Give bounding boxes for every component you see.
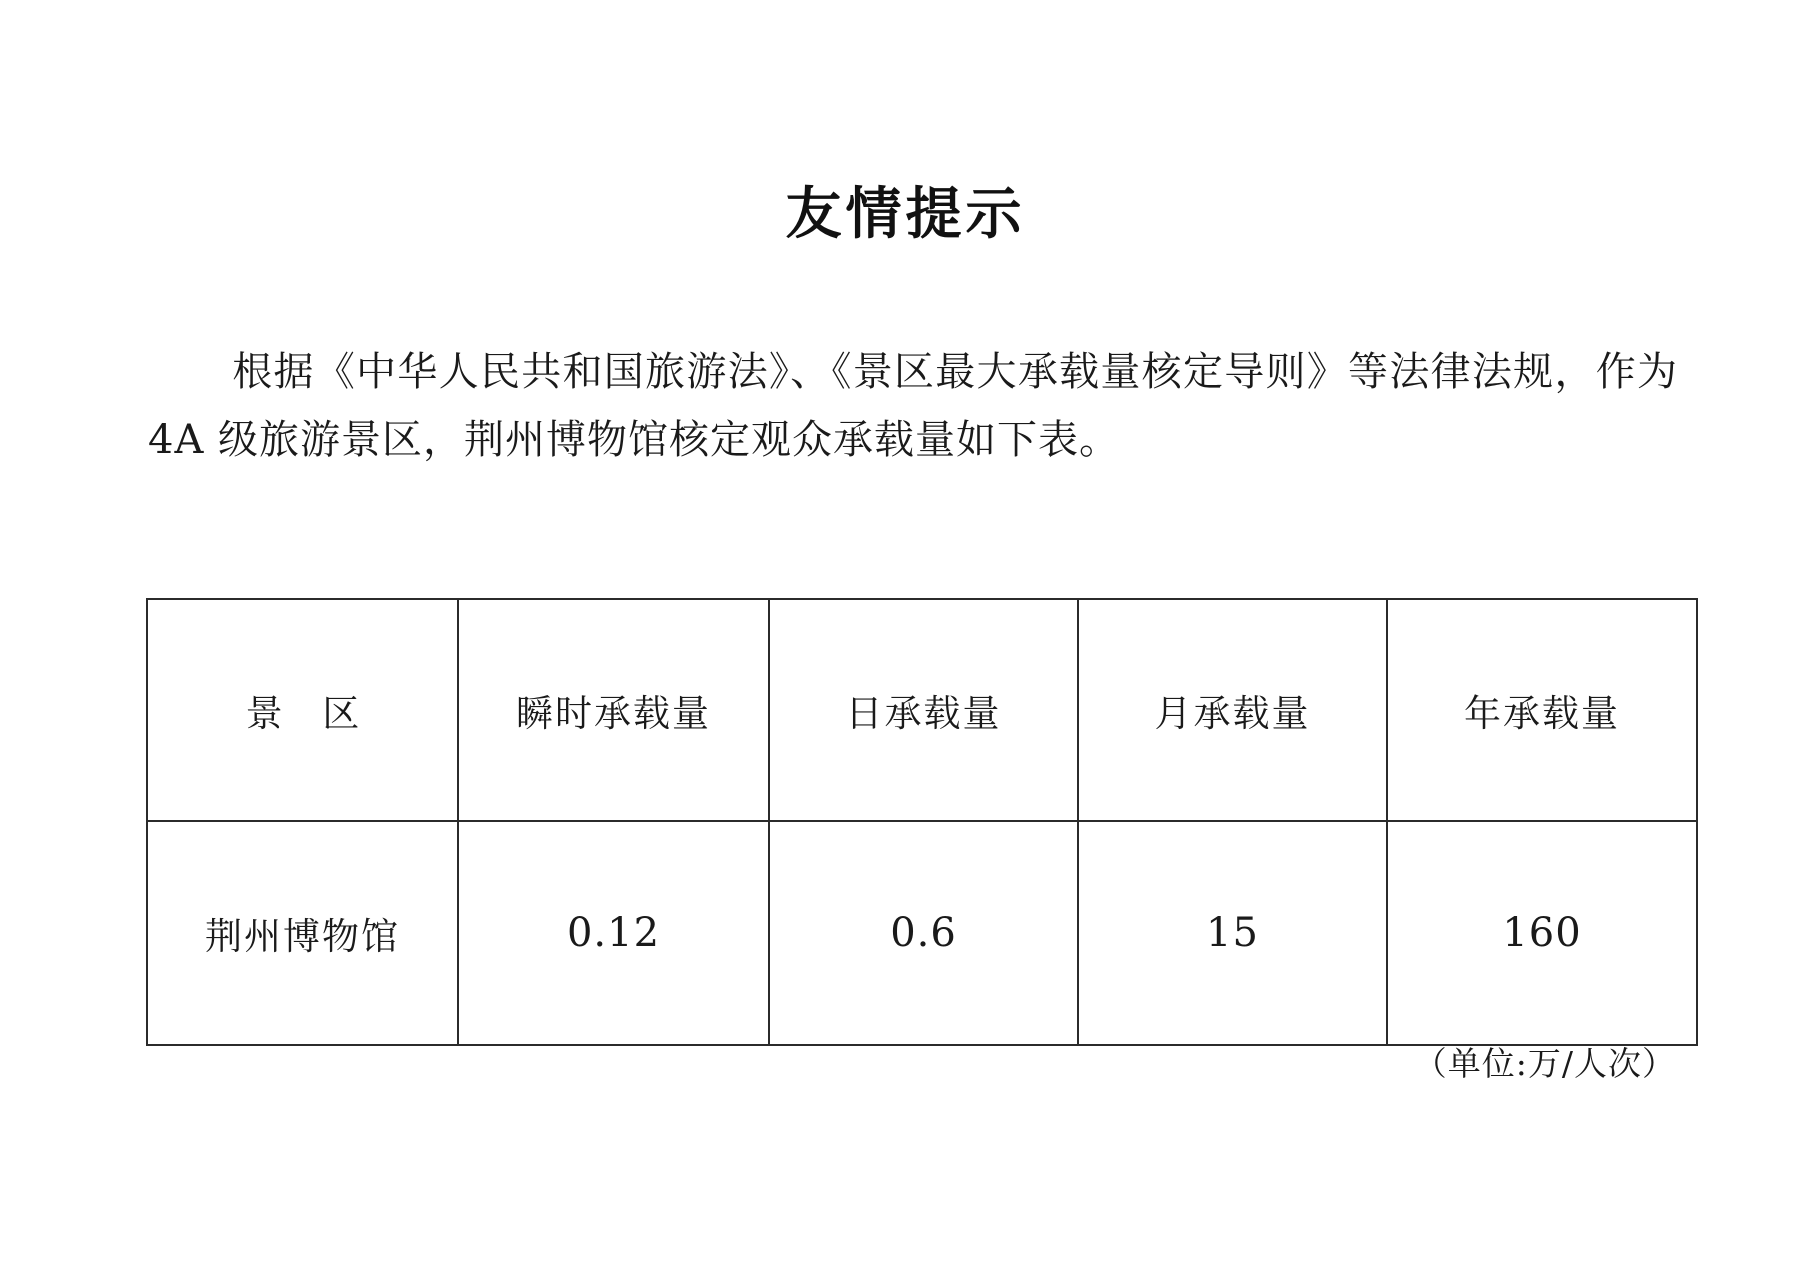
table-cell-instant-capacity: 0.12 — [458, 821, 769, 1045]
table-header-label-scenic-area: 景 区 — [245, 692, 374, 735]
table-header-cell-monthly-capacity: 月承载量 — [1078, 599, 1387, 821]
table-cell-monthly-capacity: 15 — [1078, 821, 1387, 1045]
body-paragraph — [148, 338, 1678, 474]
table-cell-annual-capacity: 160 — [1387, 821, 1697, 1045]
table-header — [147, 599, 1697, 821]
table-header-cell-daily-capacity: 日承载量 — [769, 599, 1078, 821]
table-header-cell-instant-capacity: 瞬时承载量 — [458, 599, 769, 821]
table-cell-scenic-area: 荆州博物馆 — [147, 821, 458, 1045]
capacity-table — [146, 598, 1698, 1046]
table-header-row — [147, 599, 1697, 821]
table-row — [147, 821, 1697, 1045]
unit-note: （单位:万/人次） — [1413, 1044, 1676, 1083]
capacity-table-wrapper — [146, 598, 1676, 1046]
paragraph-text: 根据《中华人民共和国旅游法》、《景区最大承载量核定导则》等法律法规，作为 4A 级旅游景区，荆州博物馆核定观众承载量如下表。 — [148, 349, 1678, 463]
table-body — [147, 821, 1697, 1045]
table-header-cell-scenic-area — [147, 599, 458, 821]
table-cell-daily-capacity: 0.6 — [769, 821, 1078, 1045]
table-header-cell-annual-capacity: 年承载量 — [1387, 599, 1697, 821]
page-title: 友情提示 — [785, 181, 1026, 247]
